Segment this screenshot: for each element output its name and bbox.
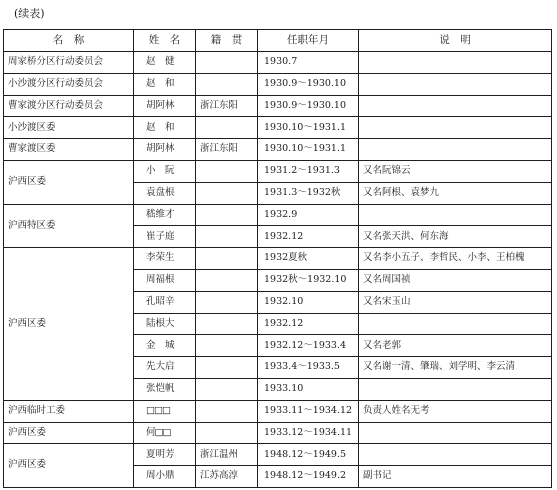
person-name-cell: 先大启 — [134, 357, 196, 379]
person-name-cell: 何□□ — [134, 422, 196, 444]
term-cell: 1948.12～1949.5 — [258, 444, 359, 466]
native-place-cell — [196, 291, 258, 313]
remark-cell — [359, 313, 552, 335]
remark-cell: 又名阿根、袁梦九 — [359, 182, 552, 204]
table-row — [4, 444, 552, 466]
remark-cell: 又名老郭 — [359, 335, 552, 357]
term-cell: 1930.9～1930.10 — [258, 73, 359, 95]
native-place-cell — [196, 248, 258, 270]
native-place-cell — [196, 378, 258, 400]
remark-cell — [359, 139, 552, 161]
term-cell: 1932.12～1933.4 — [258, 335, 359, 357]
native-place-cell — [196, 422, 258, 444]
table-row — [4, 95, 552, 117]
org-name-cell: 沪西区委 — [4, 444, 134, 488]
native-place-cell — [196, 160, 258, 182]
native-place-cell — [196, 269, 258, 291]
term-cell: 1932夏秋 — [258, 248, 359, 270]
org-name-cell: 小沙渡分区行动委员会 — [4, 73, 134, 95]
header-name: 姓 名 — [134, 30, 196, 52]
native-place-cell: 江苏高淳 — [196, 466, 258, 488]
term-cell: 1931.3～1932秋 — [258, 182, 359, 204]
native-place-cell: 浙江东阳 — [196, 139, 258, 161]
table-row — [4, 422, 552, 444]
remark-cell — [359, 204, 552, 226]
native-place-cell — [196, 52, 258, 74]
remark-cell: 又名宋玉山 — [359, 291, 552, 313]
org-name-cell: 小沙渡区委 — [4, 117, 134, 139]
person-name-cell: □□□ — [134, 400, 196, 422]
term-cell: 1930.7 — [258, 52, 359, 74]
native-place-cell — [196, 357, 258, 379]
person-name-cell: 崔子庭 — [134, 226, 196, 248]
native-place-cell: 浙江温州 — [196, 444, 258, 466]
continued-label: (续表) — [14, 7, 45, 20]
term-cell: 1932.9 — [258, 204, 359, 226]
native-place-cell — [196, 400, 258, 422]
person-name-cell: 赵 和 — [134, 117, 196, 139]
remark-cell: 又名周国祯 — [359, 269, 552, 291]
term-cell: 1930.10～1931.1 — [258, 117, 359, 139]
person-name-cell: 孔昭辛 — [134, 291, 196, 313]
table-row — [4, 248, 552, 270]
person-name-cell: 嵇维才 — [134, 204, 196, 226]
remark-cell — [359, 117, 552, 139]
org-name-cell: 沪西特区委 — [4, 204, 134, 248]
person-name-cell: 胡阿林 — [134, 139, 196, 161]
org-name-cell: 沪西临时工委 — [4, 400, 134, 422]
remark-cell: 又名阮锦云 — [359, 160, 552, 182]
native-place-cell — [196, 117, 258, 139]
term-cell: 1930.10～1931.1 — [258, 139, 359, 161]
header-remark: 说 明 — [359, 30, 552, 52]
person-name-cell: 周小鼎 — [134, 466, 196, 488]
person-name-cell: 周福根 — [134, 269, 196, 291]
table-row — [4, 204, 552, 226]
remark-cell: 又名谢一清、肇瑞、刘学明、李云清 — [359, 357, 552, 379]
person-name-cell: 张恺帆 — [134, 378, 196, 400]
term-cell: 1932.10 — [258, 291, 359, 313]
native-place-cell — [196, 204, 258, 226]
term-cell: 1948.12～1949.2 — [258, 466, 359, 488]
remark-cell — [359, 95, 552, 117]
officials-table — [3, 29, 552, 488]
remark-cell — [359, 52, 552, 74]
term-cell: 1932秋～1932.10 — [258, 269, 359, 291]
person-name-cell: 胡阿林 — [134, 95, 196, 117]
term-cell: 1933.11～1934.12 — [258, 400, 359, 422]
remark-cell — [359, 73, 552, 95]
table-header-row — [4, 30, 552, 52]
person-name-cell: 小 阮 — [134, 160, 196, 182]
org-name-cell: 沪西区委 — [4, 422, 134, 444]
person-name-cell: 陆根大 — [134, 313, 196, 335]
table-row — [4, 52, 552, 74]
native-place-cell — [196, 313, 258, 335]
org-name-cell: 曹家渡分区行动委员会 — [4, 95, 134, 117]
org-name-cell: 曹家渡区委 — [4, 139, 134, 161]
person-name-cell: 金 城 — [134, 335, 196, 357]
native-place-cell — [196, 335, 258, 357]
table-row — [4, 117, 552, 139]
person-name-cell: 袁盘根 — [134, 182, 196, 204]
remark-cell: 又名李小五子、李哲民、小李、王柏槐 — [359, 248, 552, 270]
header-org: 名 称 — [4, 30, 134, 52]
table-row — [4, 73, 552, 95]
term-cell: 1932.12 — [258, 313, 359, 335]
remark-cell — [359, 444, 552, 466]
term-cell: 1933.12～1934.11 — [258, 422, 359, 444]
org-name-cell: 沪西区委 — [4, 248, 134, 401]
native-place-cell — [196, 73, 258, 95]
native-place-cell: 浙江东阳 — [196, 95, 258, 117]
remark-cell — [359, 422, 552, 444]
person-name-cell: 赵 和 — [134, 73, 196, 95]
table-row — [4, 139, 552, 161]
org-name-cell: 周家桥分区行动委员会 — [4, 52, 134, 74]
table-row — [4, 160, 552, 182]
person-name-cell: 夏明芳 — [134, 444, 196, 466]
table-body — [4, 52, 552, 488]
table-row — [4, 400, 552, 422]
remark-cell: 又名张天洪、何东海 — [359, 226, 552, 248]
remark-cell — [359, 378, 552, 400]
org-name-cell: 沪西区委 — [4, 160, 134, 204]
person-name-cell: 李荣生 — [134, 248, 196, 270]
term-cell: 1933.10 — [258, 378, 359, 400]
person-name-cell: 赵 健 — [134, 52, 196, 74]
remark-cell: 负责人姓名无考 — [359, 400, 552, 422]
term-cell: 1932.12 — [258, 226, 359, 248]
remark-cell: 副书记 — [359, 466, 552, 488]
native-place-cell — [196, 226, 258, 248]
native-place-cell — [196, 182, 258, 204]
term-cell: 1931.2～1931.3 — [258, 160, 359, 182]
term-cell: 1930.9～1930.10 — [258, 95, 359, 117]
header-native-place: 籍 贯 — [196, 30, 258, 52]
header-term: 任职年月 — [258, 30, 359, 52]
term-cell: 1933.4～1933.5 — [258, 357, 359, 379]
